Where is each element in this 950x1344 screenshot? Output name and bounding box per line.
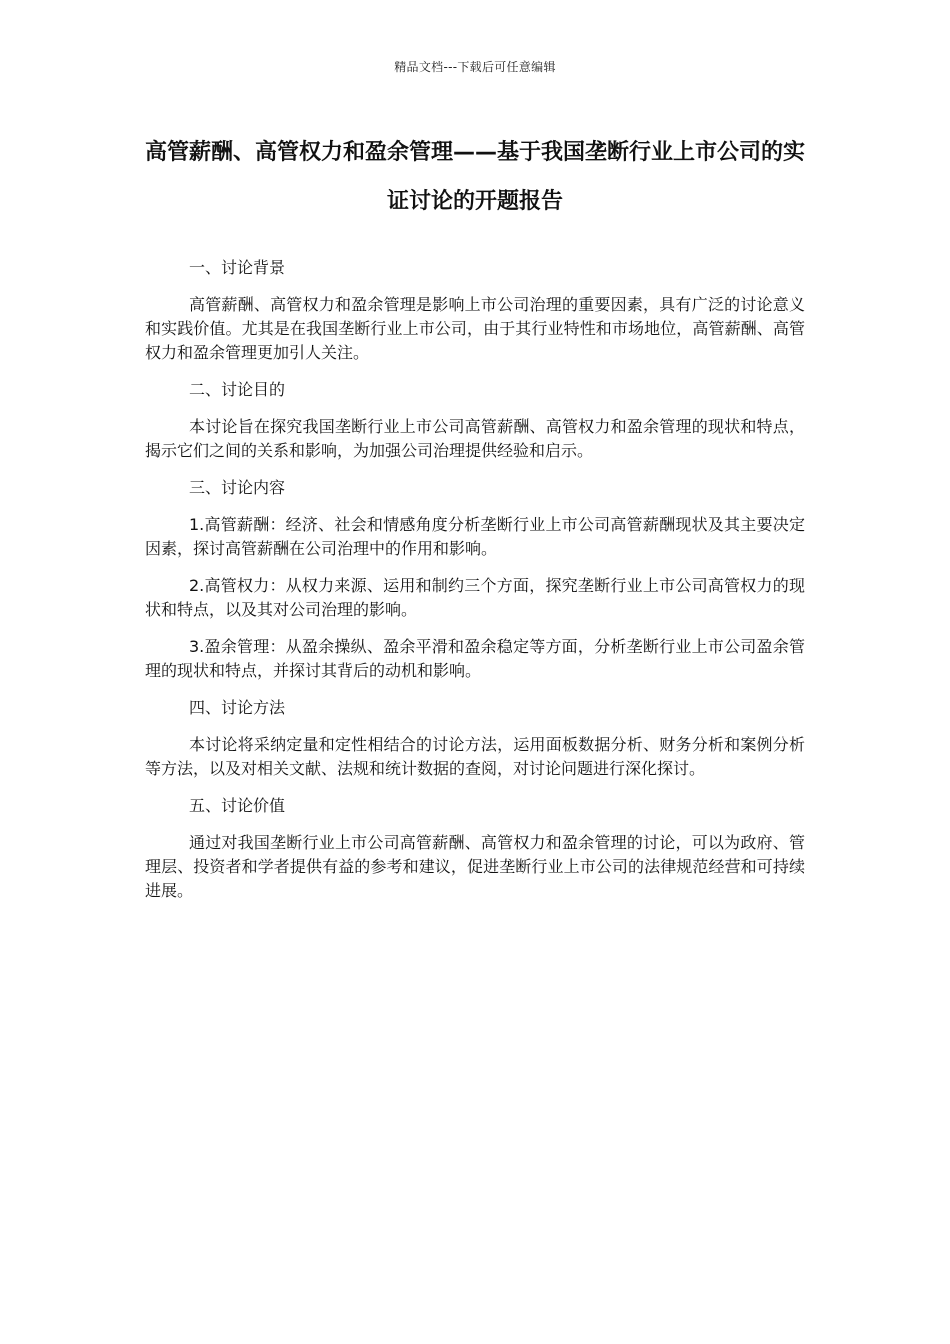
document-body <box>145 256 805 916</box>
section-method <box>145 696 805 781</box>
section-heading: 五、讨论价值 <box>189 796 286 815</box>
section-purpose <box>145 378 805 463</box>
section-heading: 三、讨论内容 <box>189 478 286 497</box>
section-heading: 四、讨论方法 <box>189 698 286 717</box>
section-paragraph: 本讨论旨在探究我国垄断行业上市公司高管薪酬、高管权力和盈余管理的现状和特点，揭示它们之间的关系和影响，为加强公司治理提供经验和启示。 <box>145 417 805 460</box>
section-background <box>145 256 805 365</box>
section-paragraph: 3.盈余管理：从盈余操纵、盈余平滑和盈余稳定等方面，分析垄断行业上市公司盈余管理的现状和特点，并探讨其背后的动机和影响。 <box>145 637 805 680</box>
section-value <box>145 794 805 903</box>
document-title: 高管薪酬、高管权力和盈余管理——基于我国垄断行业上市公司的实证讨论的开题报告 <box>145 140 806 214</box>
section-paragraph: 通过对我国垄断行业上市公司高管薪酬、高管权力和盈余管理的讨论，可以为政府、管理层、投资者和学者提供有益的参考和建议，促进垄断行业上市公司的法律规范经营和可持续进展。 <box>145 833 805 900</box>
page-header: 精品文档---下载后可任意编辑 <box>394 60 556 74</box>
section-heading: 二、讨论目的 <box>189 380 286 399</box>
section-paragraph: 高管薪酬、高管权力和盈余管理是影响上市公司治理的重要因素，具有广泛的讨论意义和实践价值。尤其是在我国垄断行业上市公司，由于其行业特性和市场地位，高管薪酬、高管权力和盈余管理更加引人关注。 <box>145 295 805 362</box>
section-paragraph: 2.高管权力：从权力来源、运用和制约三个方面，探究垄断行业上市公司高管权力的现状和特点，以及其对公司治理的影响。 <box>145 576 805 619</box>
section-paragraph: 本讨论将采纳定量和定性相结合的讨论方法，运用面板数据分析、财务分析和案例分析等方法，以及对相关文献、法规和统计数据的查阅，对讨论问题进行深化探讨。 <box>145 735 805 778</box>
section-paragraph: 1.高管薪酬：经济、社会和情感角度分析垄断行业上市公司高管薪酬现状及其主要决定因素，探讨高管薪酬在公司治理中的作用和影响。 <box>145 515 805 558</box>
section-content <box>145 476 805 683</box>
section-heading: 一、讨论背景 <box>189 258 286 277</box>
